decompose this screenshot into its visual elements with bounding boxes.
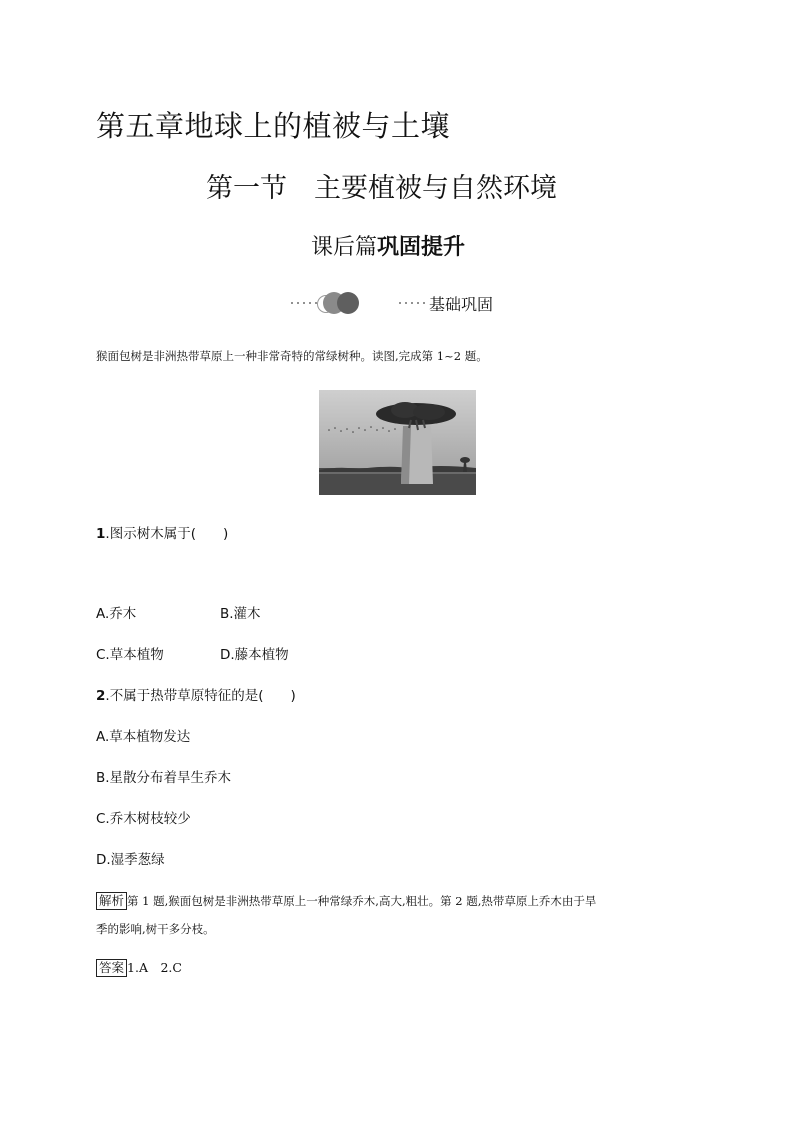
analysis: [96, 887, 696, 943]
question-1-stem: [96, 522, 228, 542]
option-c: C.草本植物: [96, 647, 164, 663]
option-d: D.藤本植物: [220, 647, 289, 663]
answer-text: 1.A 2.C: [127, 960, 182, 975]
analysis-line-1: 第 1 题,猴面包树是非洲热带草原上一种常绿乔木,高大,粗壮。第 2 题,热带草原上乔木由于旱: [127, 894, 597, 908]
analysis-line-2: 季的影响,树干多分枝。: [96, 922, 215, 936]
dotted-line-icon: [397, 302, 427, 304]
option-c: C.乔木树枝较少: [96, 811, 191, 827]
dotted-line-icon: [289, 302, 319, 304]
section-label: 基础巩固: [429, 294, 494, 314]
section-divider: [289, 290, 493, 316]
answer-label: 答案: [96, 959, 127, 977]
chapter-title: 第五章地球上的植被与土壤: [96, 109, 451, 143]
answer: [96, 958, 182, 977]
analysis-label: 解析: [96, 892, 127, 910]
subtitle: [311, 230, 465, 261]
option-a: A.乔木: [96, 606, 137, 622]
option-b: B.灌木: [220, 606, 261, 622]
question-2-stem: [96, 684, 296, 704]
question-text: .图示树木属于( ): [105, 526, 229, 542]
option-d: D.湿季葱绿: [96, 852, 165, 868]
question-number: 2: [96, 688, 106, 704]
baobab-photo: [319, 390, 476, 495]
subtitle-bold: 巩固提升: [377, 235, 466, 260]
section-title: 第一节 主要植被与自然环境: [206, 173, 557, 204]
option-b: B.星散分布着旱生乔木: [96, 770, 232, 786]
option-a: A.草本植物发达: [96, 729, 191, 745]
circles-icon: [323, 291, 367, 315]
question-text: .不属于热带草原特征的是( ): [105, 688, 296, 704]
subtitle-prefix: 课后篇: [311, 235, 378, 260]
question-number: 1: [96, 526, 106, 542]
intro-text: 猴面包树是非洲热带草原上一种非常奇特的常绿树种。读图,完成第 1~2 题。: [96, 349, 488, 363]
